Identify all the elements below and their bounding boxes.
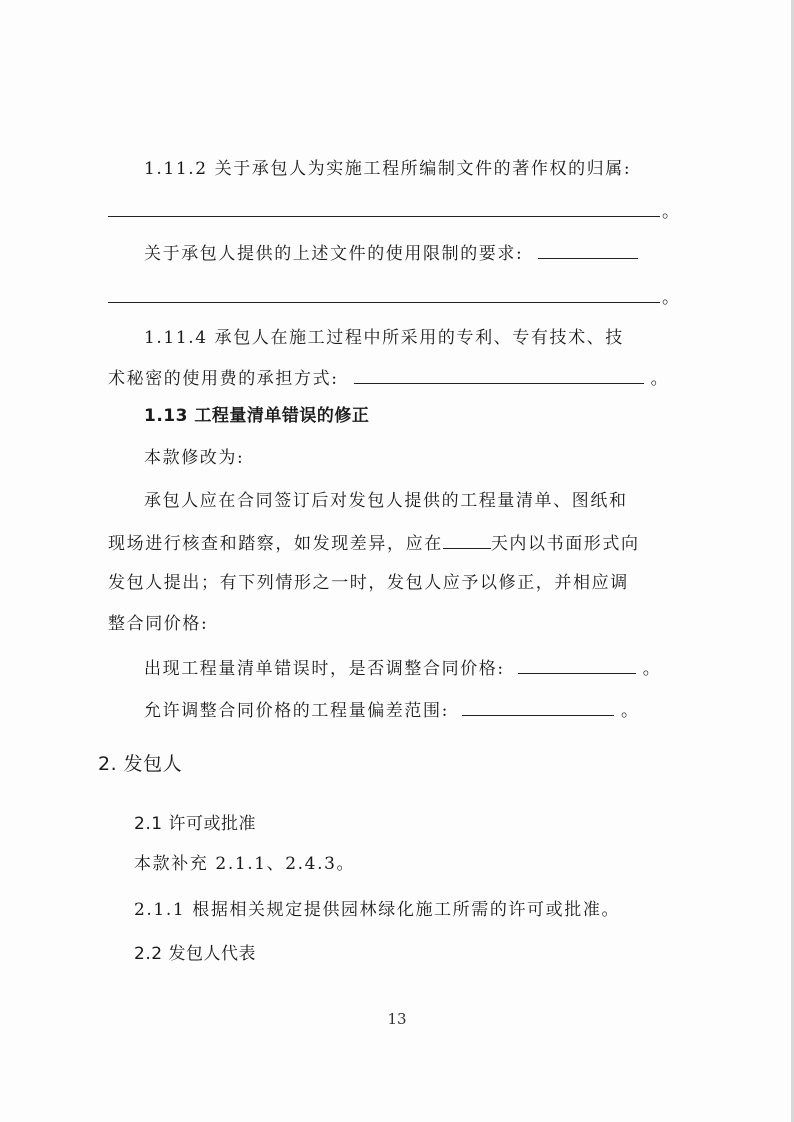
blank-usage-restriction[interactable] xyxy=(538,240,638,259)
blank-line-restriction-cont[interactable] xyxy=(108,302,660,303)
paragraph-line-2 xyxy=(108,530,640,556)
period-mark: 。 xyxy=(650,369,670,389)
usage-restriction-line xyxy=(144,240,638,266)
clause-amended: 本款修改为: xyxy=(144,448,245,468)
blank-deviation-range[interactable] xyxy=(462,697,614,716)
deviation-range-line xyxy=(144,697,640,723)
heading-1-13: 1.13 工程量清单错误的修正 xyxy=(144,406,370,426)
error-adjust-text: 出现工程量清单错误时，是否调整合同价格: xyxy=(144,659,505,679)
clause-1-11-2: 1.11.2 关于承包人为实施工程所编制文件的著作权的归属: xyxy=(144,159,632,179)
blank-error-adjust[interactable] xyxy=(518,655,636,674)
paragraph-line-4: 整合同价格: xyxy=(108,614,209,634)
deviation-range-text: 允许调整合同价格的工程量偏差范围: xyxy=(144,701,449,721)
clause-1-11-4: 1.11.4 承包人在施工过程中所采用的专利、专有技术、技 xyxy=(144,328,624,348)
blank-line-copyright[interactable] xyxy=(108,216,660,217)
blank-patent-fee[interactable] xyxy=(354,365,644,384)
error-adjust-line xyxy=(144,655,661,681)
period-mark: 。 xyxy=(620,701,640,721)
paragraph-line-2a: 现场进行核查和踏察，如发现差异，应在 xyxy=(108,534,443,554)
clause-supplement: 本款补充 2.1.1、2.4.3。 xyxy=(134,854,356,874)
page-number: 13 xyxy=(387,1010,407,1028)
paragraph-line-3: 发包人提出；有下列情形之一时，发包人应予以修正，并相应调 xyxy=(108,573,629,593)
blank-days[interactable] xyxy=(443,530,491,549)
heading-2-2: 2.2 发包人代表 xyxy=(134,944,256,964)
period-mark: 。 xyxy=(662,202,679,222)
patent-fee-text: 术秘密的使用费的承担方式: xyxy=(108,369,339,389)
paragraph-line-1: 承包人应在合同签订后对发包人提供的工程量清单、图纸和 xyxy=(144,491,628,511)
paragraph-line-2b: 天内以书面形式向 xyxy=(490,534,640,554)
patent-fee-line xyxy=(108,365,669,391)
heading-2-employer: 2. 发包人 xyxy=(98,753,183,775)
heading-2-1: 2.1 许可或批准 xyxy=(134,814,256,834)
period-mark: 。 xyxy=(642,659,662,679)
usage-restriction-text: 关于承包人提供的上述文件的使用限制的要求: xyxy=(144,244,524,264)
clause-2-1-1: 2.1.1 根据相关规定提供园林绿化施工所需的许可或批准。 xyxy=(134,900,621,920)
period-mark: 。 xyxy=(662,288,679,308)
